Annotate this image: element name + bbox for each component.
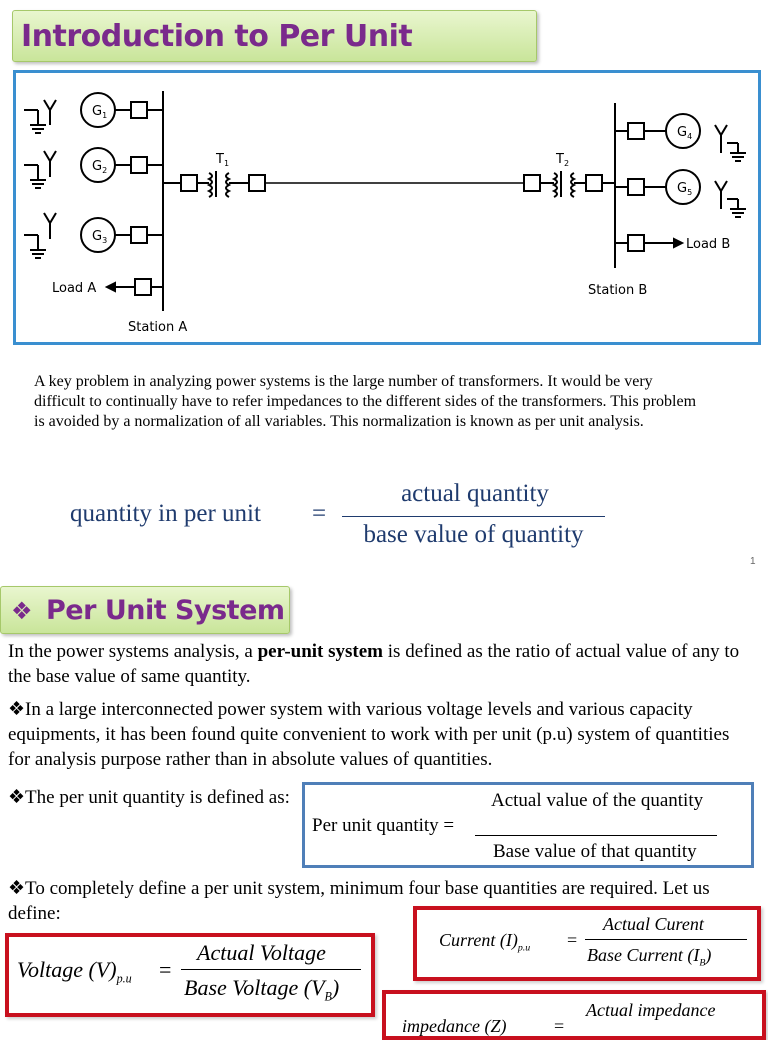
base-quantities-paragraph: ❖To completely define a per unit system, minimum four base quantities are required. Let us define: — [8, 878, 710, 924]
current-lhs: Current $(I)_{p.u}$ — [439, 930, 531, 954]
g1-label: $G_1$ — [92, 104, 108, 120]
definition-paragraph: In the power systems analysis, a per-unit system is defined as the ratio of actual value of any to the base value of same quantity. — [8, 641, 740, 687]
station-b-label: Station B — [588, 283, 648, 298]
pu-box-denominator: Base value of that quantity — [493, 841, 697, 862]
per-unit-system-term: per-unit system — [257, 641, 384, 662]
section-title — [0, 586, 290, 634]
voltage-formula-box — [5, 933, 375, 1017]
transformer-t2-icon — [524, 171, 615, 197]
voltage-numerator: Actual Voltage — [197, 940, 326, 965]
per-unit-definition-text: ❖The per unit quantity is defined as: — [8, 787, 290, 808]
fraction-bar — [342, 516, 605, 517]
t1-label: $T_1$ — [216, 152, 230, 168]
transformer-t1-icon — [163, 171, 265, 197]
one-line-diagram — [16, 73, 758, 342]
current-equals: = — [567, 930, 578, 950]
impedance-lhs: impedance (Z) — [402, 1016, 507, 1036]
formula-lhs: quantity in per unit — [70, 500, 261, 527]
impedance-formula-box — [382, 990, 766, 1040]
current-formula-box — [413, 906, 761, 981]
voltage-equals: = — [159, 957, 172, 982]
load-b-label: Load B — [686, 237, 731, 252]
load-b-feeder — [615, 235, 682, 251]
power-system-diagram — [13, 70, 761, 345]
diamond-bullet-icon: ❖ — [11, 597, 33, 625]
per-unit-quantity-box — [302, 782, 754, 868]
voltage-lhs: Voltage $(V)_{p.u}$ — [17, 957, 132, 986]
pu-box-lhs: Per unit quantity = — [312, 815, 455, 836]
g4-label: $G_4$ — [677, 125, 693, 141]
interconnected-system-paragraph: ❖In a large interconnected power system with various voltage levels and various capacity equipments, it has been found quite convenient to work with per unit (p.u) system of quantities for analysis purpose rather than in absolute values of quantities. — [8, 699, 730, 770]
t2-label: $T_2$ — [556, 152, 570, 168]
g5-label: $G_5$ — [677, 181, 693, 197]
station-a-label: Station A — [128, 320, 188, 335]
section-title-text: Per Unit System — [46, 595, 285, 626]
per-unit-formula — [70, 480, 630, 560]
load-a-feeder — [107, 279, 163, 295]
formula-denominator: base value of quantity — [363, 521, 584, 548]
intro-paragraph: A key problem in analyzing power systems is the large number of transformers. It would be very difficult to continually have to refer impedances to the different sides of the transformers. This problem is avoided by a normalization of all variables. This normalization is known as per unit analysis. — [34, 373, 697, 430]
g2-label: $G_2$ — [92, 159, 108, 175]
pu-box-fraction-bar — [475, 835, 717, 836]
pu-box-numerator: Actual value of the quantity — [491, 790, 704, 811]
page-number: 1 — [750, 556, 756, 567]
impedance-numerator: Actual impedance — [586, 1000, 716, 1020]
slide-title: Introduction to Per Unit — [12, 10, 537, 62]
formula-numerator: actual quantity — [401, 480, 549, 507]
voltage-denominator: Base Voltage $(V_B)$ — [184, 975, 340, 1004]
g3-label: $G_3$ — [92, 229, 108, 245]
current-fraction-bar — [585, 939, 747, 940]
current-denominator: Base Current $(I_B)$ — [587, 945, 712, 969]
voltage-fraction-bar — [181, 969, 361, 970]
formula-equals: = — [312, 500, 327, 527]
load-a-label: Load A — [52, 281, 97, 296]
current-numerator: Actual Curent — [603, 914, 704, 934]
impedance-equals: = — [554, 1016, 565, 1036]
